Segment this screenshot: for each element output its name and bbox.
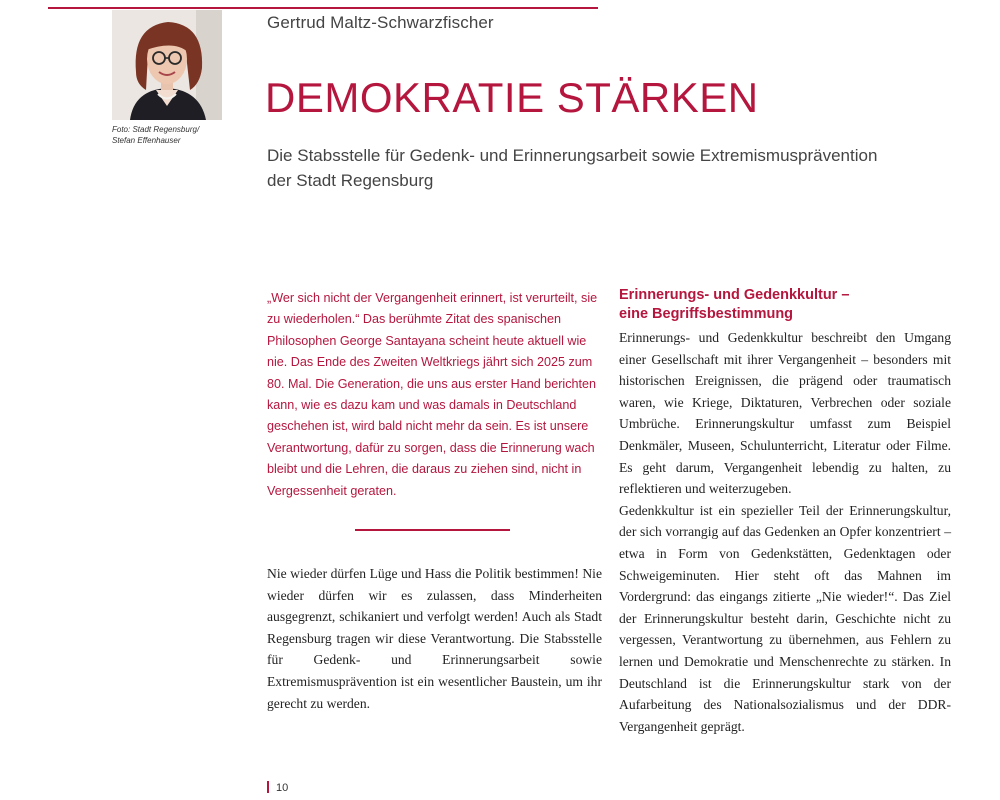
page-number bbox=[267, 781, 288, 794]
subtitle-line: der Stadt Regensburg bbox=[267, 171, 434, 190]
heading-line: eine Begriffsbestimmung bbox=[619, 306, 794, 322]
author-photo bbox=[112, 10, 222, 120]
paragraph: Erinnerungs- und Gedenkkultur beschreibt den Umgang einer Gesellschaft mit ihrer Vergangenheit – besonders mit historischen Ereignissen, die prägend oder traumatisch waren, wie Kriege, Diktaturen, Verbrechen oder soziale Umbrüche. Erinnerungskultur umfasst zum Beispiel Denkmäler, Museen, Schulunterricht, Literatur oder Filme. Es geht darum, Vergangenheit lebendig zu halten, zu reflektieren und weiterzugeben. bbox=[619, 330, 951, 497]
author-name: Gertrud Maltz-Schwarzfischer bbox=[267, 13, 494, 32]
page-number-bar bbox=[267, 781, 269, 793]
intro-quote: „Wer sich nicht der Vergangenheit erinnert, ist verurteilt, sie zu wiederholen.“ Das berühmte Zitat des spanischen Philosophen George Santayana scheint heute aktuell wie nie. Das Ende des Zweiten Weltkriegs jährt sich 2025 zum 80. Mal. Die Generation, die uns aus erster Hand berichten kann, wie es dazu kam und was damals in Deutschland geschehen ist, wird bald nicht mehr da sein. Es ist unsere Verantwortung, dafür zu sorgen, dass die Erinnerung wach bleibt und die Lehren, die daraus zu ziehen sind, nicht in Vergessenheit geraten. bbox=[267, 291, 598, 498]
top-rule bbox=[48, 7, 598, 9]
heading-line: Erinnerungs- und Gedenkkultur – bbox=[619, 287, 850, 303]
photo-caption bbox=[112, 124, 242, 146]
page-title: DEMOKRATIE STÄRKEN bbox=[265, 74, 759, 121]
caption-line: Stefan Effenhauser bbox=[112, 136, 181, 145]
portrait-image bbox=[112, 10, 222, 120]
definition-column bbox=[619, 286, 951, 737]
page-number-text: 10 bbox=[276, 782, 289, 794]
section-heading bbox=[619, 286, 951, 324]
caption-line: Foto: Stadt Regensburg/ bbox=[112, 125, 200, 134]
paragraph: Gedenkkultur ist ein spezieller Teil der Erinnerungskultur, der sich vorrangig auf das Gedenken an Opfer konzentriert – etwa in Form von Gedenkstätten, Gedenktagen oder Schweigeminuten. Hier steht oft das Mahnen im Vordergrund: das eingangs zitierte „Nie wieder!“. Das Ziel der Erinnerungskultur besteht darin, Geschichte nicht zu vergessen, Verantwortung zu übernehmen, aus Fehlern zu lernen und Demokratie und Menschenrechte zu stärken. In Deutschland ist die Erinnerungskultur stark von der Aufarbeitung des Nationalsozialismus und der DDR-Vergangenheit geprägt. bbox=[619, 502, 951, 734]
body-text-left: Nie wieder dürfen Lüge und Hass die Politik bestimmen! Nie wieder dürfen wir es zulassen, dass Minderheiten ausgegrenzt, schikaniert und verfolgt werden! Auch als Stadt Regensburg tragen wir diese Verantwortung. Die Stabsstelle für Gedenk- und Erinnerungsarbeit sowie Extremismusprävention ist ein wesentlicher Baustein, um ihr gerecht zu werden. bbox=[267, 566, 602, 711]
page-subtitle bbox=[267, 143, 887, 193]
section-divider bbox=[355, 529, 510, 531]
subtitle-line: Die Stabsstelle für Gedenk- und Erinnerungsarbeit sowie Extremismusprävention bbox=[267, 146, 878, 165]
